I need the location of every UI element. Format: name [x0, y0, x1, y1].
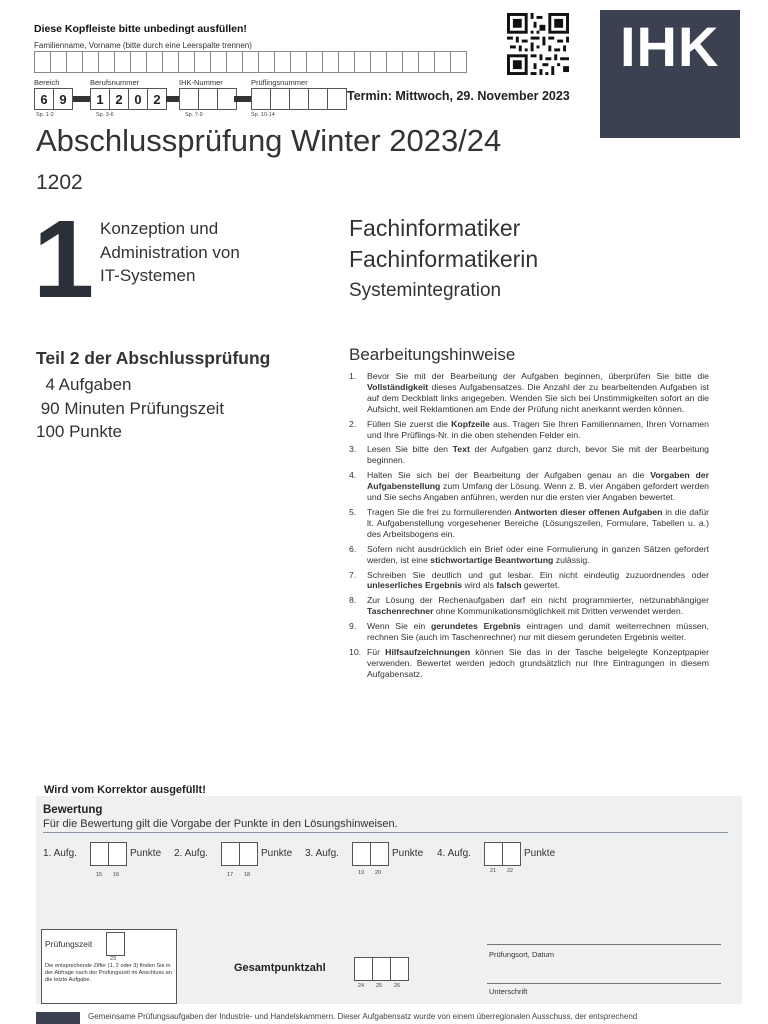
place-date-label: Prüfungsort, Datum: [489, 950, 555, 959]
ihk-nummer-label: IHK-Nummer: [179, 78, 223, 87]
ihk-logo-text: IHK: [620, 15, 720, 78]
points-label: Punkte: [392, 848, 424, 859]
hint-text: Füllen Sie zuerst die Kopfzeile aus. Tragen Sie Ihren Familiennamen, Ihren Vornamen und Ihre Prüflings-Nr. in die oben stehenden Felder ein.: [367, 418, 709, 440]
total-points-field[interactable]: [354, 957, 409, 981]
name-cell: [210, 51, 226, 73]
ihk-logo: [600, 10, 740, 138]
bereich-label: Bereich: [34, 78, 60, 87]
name-cell: [434, 51, 450, 73]
task-label: 2. Aufg.: [174, 848, 208, 859]
hint-item: [349, 507, 709, 540]
name-cell: [450, 51, 467, 73]
hints-list: [349, 371, 709, 684]
name-cell: [418, 51, 434, 73]
prueflingsnummer-digit: [251, 88, 270, 110]
exam-code: 1202: [36, 171, 83, 194]
part-number: 1: [33, 198, 95, 321]
hint-item: [349, 419, 709, 441]
name-cell: [130, 51, 146, 73]
qr-code-icon: [507, 13, 569, 75]
hint-text: Wenn Sie ein gerundetes Ergebnis eintragen und damit weiterrechnen müssen, rechnen Sie (auch im Taschenrechner) nur mit diesem gerundeten Ergebnis weiter.: [367, 621, 709, 643]
ihk-nummer-digit: [179, 88, 198, 110]
name-cell: [194, 51, 210, 73]
column-number: 18: [244, 872, 251, 878]
berufsnummer-digit: 2: [109, 88, 128, 110]
task-label: 3. Aufg.: [305, 848, 339, 859]
exam-date: Termin: Mittwoch, 29. November 2023: [347, 89, 570, 103]
column-number: 23: [110, 956, 117, 962]
job-specialty: Systemintegration: [349, 280, 502, 301]
exam-meta: [36, 373, 224, 444]
name-cell: [354, 51, 370, 73]
berufsnummer-digit: 2: [147, 88, 167, 110]
signature-line: [487, 944, 721, 945]
name-cell: [402, 51, 418, 73]
topic-line: IT-Systemen: [100, 266, 196, 285]
hint-text: Lesen Sie bitte den Text der Aufgaben ganz durch, bevor Sie mit der Bearbeitung beginnen.: [367, 444, 709, 466]
name-cell: [274, 51, 290, 73]
prueflingsnummer-field[interactable]: [251, 88, 347, 110]
pruefungszeit-field[interactable]: [106, 932, 125, 956]
task-1-points-field[interactable]: [90, 842, 127, 866]
name-cell: [258, 51, 274, 73]
prueflingsnummer-digit: [308, 88, 327, 110]
name-cell: [226, 51, 242, 73]
hint-number: 2.: [349, 418, 357, 429]
hints-heading: Bearbeitungshinweise: [349, 345, 516, 364]
bereich-digit: 9: [53, 88, 73, 110]
topic-line: Administration von: [100, 242, 240, 262]
name-cell: [146, 51, 162, 73]
total-points-label: Gesamtpunktzahl: [234, 962, 326, 974]
prueflingsnummer-digit: [270, 88, 289, 110]
footer-bar: [36, 1012, 80, 1024]
name-cell: [50, 51, 66, 73]
pruefungszeit-note: Die entsprechende Ziffer (1, 2 oder 3) finden Sie in der Abfrage nach der Prüfungszeit im Anschluss an die letzte Aufgabe.: [45, 963, 172, 983]
hint-text: Sofern nicht ausdrücklich ein Brief oder eine Formulierung in ganzen Sätzen gefordert werden, ist eine stichwortartige Beantwortung zulässig.: [367, 543, 709, 565]
prueflingsnummer-label: Prüflingsnummer: [251, 78, 308, 87]
hint-text: Zur Lösung der Rechenaufgaben darf ein nicht programmierter, netzunabhängiger Taschenrechner ohne Kommunikationsmöglichkeit mit Dritten verwendet werden.: [367, 595, 709, 617]
hint-item: [349, 621, 709, 643]
hint-text: Halten Sie sich bei der Bearbeitung der Aufgaben genau an die Vorgaben der Aufgabenstellung zum Umfang der Lösung. Wenn z. B. vier Angaben gefordert werden und Sie sechs Angaben anführen, werden nur die ersten vier Angaben bewertet.: [367, 470, 709, 503]
name-cell: [386, 51, 402, 73]
column-number: 17: [227, 872, 234, 878]
hint-item: [349, 444, 709, 466]
column-hint: Sp. 10-14: [251, 112, 275, 118]
points-label: Punkte: [130, 848, 162, 859]
exam-topic: [100, 217, 240, 288]
topic-line: Konzeption und: [100, 219, 219, 238]
bereich-field[interactable]: [34, 88, 73, 110]
column-number: 21: [490, 868, 497, 874]
column-number: 15: [96, 872, 103, 878]
hint-number: 9.: [349, 621, 357, 632]
job-line: Fachinformatikerin: [349, 246, 539, 272]
meta-line: 90 Minuten Prüfungszeit: [36, 398, 225, 418]
pruefungszeit-label: Prüfungszeit: [45, 939, 93, 949]
grading-heading: Bewertung: [43, 804, 103, 816]
meta-line: 100 Punkte: [36, 422, 123, 441]
name-cell: [242, 51, 258, 73]
divider: [43, 832, 728, 833]
berufsnummer-field[interactable]: [90, 88, 167, 110]
hint-number: 1.: [349, 371, 357, 381]
task-label: 1. Aufg.: [43, 848, 77, 859]
name-field[interactable]: [34, 51, 467, 73]
hint-number: 3.: [349, 444, 357, 455]
footer-text: Gemeinsame Prüfungsaufgaben der Industrie- und Handelskammern. Dieser Aufgabensatz wurde von einem überregionalen Ausschuss, der entsprechend: [88, 1012, 638, 1021]
grading-instruction: Für die Bewertung gilt die Vorgabe der Punkte in den Lösungshinweisen.: [43, 818, 398, 830]
signature-label: Unterschrift: [489, 987, 528, 996]
header-instruction: Diese Kopfleiste bitte unbedingt ausfüllen!: [34, 23, 247, 35]
task-2-points-field[interactable]: [221, 842, 258, 866]
task-3-points-field[interactable]: [352, 842, 389, 866]
field-separator: [73, 96, 90, 102]
name-cell: [162, 51, 178, 73]
points-label: Punkte: [524, 848, 556, 859]
field-separator: [234, 96, 251, 102]
exam-title: Abschlussprüfung Winter 2023/24: [36, 123, 502, 158]
hint-number: 8.: [349, 595, 357, 606]
column-number: 26: [394, 983, 401, 989]
hint-text: Schreiben Sie deutlich und gut lesbar. Ein nicht eindeutig zuzuordnendes oder unleserliches Ergebnis wird als falsch gewertet.: [367, 569, 709, 591]
berufsnummer-label: Berufsnummer: [90, 78, 140, 87]
berufsnummer-digit: 1: [90, 88, 109, 110]
name-cell: [178, 51, 194, 73]
name-cell: [66, 51, 82, 73]
hint-number: 6.: [349, 543, 357, 554]
hint-item: [349, 595, 709, 617]
name-cell: [98, 51, 114, 73]
name-cell: [82, 51, 98, 73]
name-cell: [322, 51, 338, 73]
hint-number: 4.: [349, 470, 357, 481]
column-number: 16: [113, 872, 120, 878]
name-cell: [114, 51, 130, 73]
ihk-nummer-field[interactable]: [179, 88, 237, 110]
name-cell: [370, 51, 386, 73]
name-cell: [34, 51, 50, 73]
job-line: Fachinformatiker: [349, 215, 521, 241]
prueflingsnummer-digit: [289, 88, 308, 110]
task-4-points-field[interactable]: [484, 842, 521, 866]
name-cell: [306, 51, 322, 73]
prueflingsnummer-digit: [327, 88, 347, 110]
ihk-nummer-digit: [198, 88, 217, 110]
hint-item: [349, 470, 709, 503]
berufsnummer-digit: 0: [128, 88, 147, 110]
hint-number: 5.: [349, 506, 357, 517]
column-number: 19: [358, 870, 365, 876]
hint-text: Tragen Sie die frei zu formulierenden Antworten dieser offenen Aufgaben in die dafür lt. Aufgabenstellung vorgesehener Bereiche (Lösungszeilen, Formulare, Tabellen u. a.) des Arbeitsbogens ein.: [367, 506, 710, 539]
hint-item: [349, 570, 709, 592]
column-number: 24: [358, 983, 365, 989]
signature-line: [487, 983, 721, 984]
column-number: 22: [507, 868, 514, 874]
column-hint: Sp. 7-9: [185, 112, 203, 118]
column-hint: Sp. 1-2: [36, 112, 54, 118]
column-hint: Sp. 3-6: [96, 112, 114, 118]
points-label: Punkte: [261, 848, 293, 859]
hint-item: [349, 371, 709, 415]
korrektor-note: Wird vom Korrektor ausgefüllt!: [44, 784, 206, 796]
job-title: [349, 213, 538, 306]
task-label: 4. Aufg.: [437, 848, 471, 859]
name-field-label: Familienname, Vorname (bitte durch eine Leerspalte trennen): [34, 41, 252, 50]
column-number: 25: [376, 983, 383, 989]
hint-item: [349, 647, 709, 680]
field-separator: [166, 96, 179, 102]
name-cell: [290, 51, 306, 73]
meta-line: 4 Aufgaben: [36, 375, 132, 394]
hint-number: 7.: [349, 569, 357, 580]
hint-item: [349, 544, 709, 566]
bereich-digit: 6: [34, 88, 53, 110]
column-number: 20: [375, 870, 382, 876]
hint-number: 10.: [349, 646, 362, 657]
hint-text: Für Hilfsaufzeichnungen können Sie das in der Tasche beigelegte Konzeptpapier verwenden. Bewertet werden jedoch grundsätzlich nur Ihre Eintragungen in diesem Aufgabensatz.: [367, 646, 710, 679]
hint-text: Bevor Sie mit der Bearbeitung der Aufgaben beginnen, überprüfen Sie bitte die Vollständigkeit dieses Aufgabensatzes. Die Anzahl der zu bearbeitenden Aufgaben ist auf dem Deckblatt links angegeben. Wenden Sie sich bei Unstimmigkeiten sofort an die Aufsicht, weil Reklamtionen am Ende der Prüfung nicht anerkannt werden können.: [367, 371, 709, 414]
exam-part-heading: Teil 2 der Abschlussprüfung: [36, 348, 271, 368]
name-cell: [338, 51, 354, 73]
